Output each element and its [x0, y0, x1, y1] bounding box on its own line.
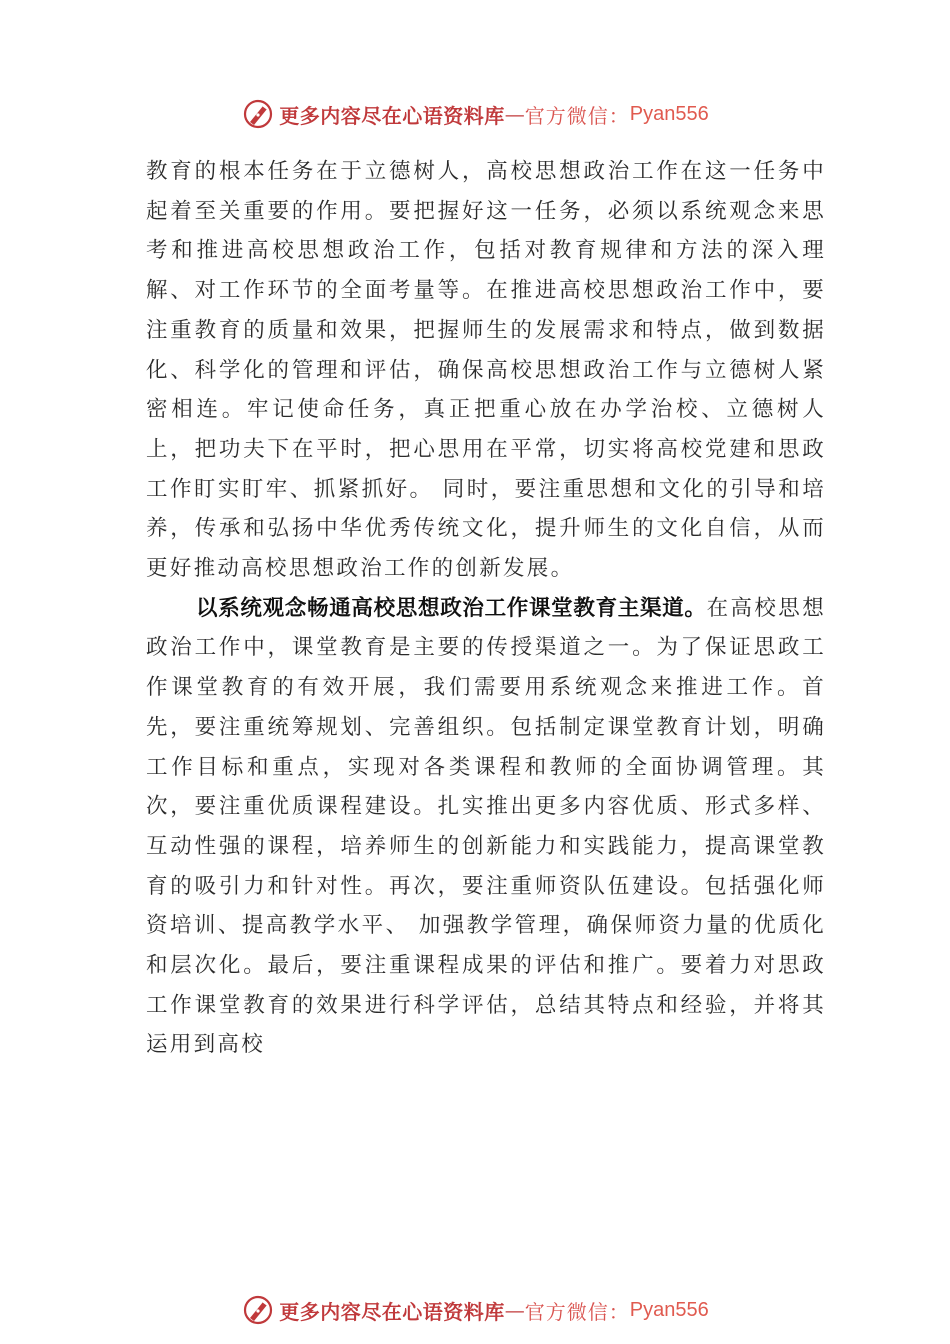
watermark-contact-id: Pyan556	[629, 102, 709, 125]
watermark-dash: —	[504, 102, 525, 126]
paragraph-text: 在高校思想政治工作中，课堂教育是主要的传授渠道之一。为了保证思政工作课堂教育的有效开展，我们需要用系统观念来推进工作。首先，要注重统筹规划、完善组织。包括制定课堂教育计划，明确工作目标和重点，实现对各类课程和教师的全面协调管理。其次，要注重优质课程建设。扎实推出更多内容优质、形式多样、互动性强的课程，培养师生的创新能力和实践能力，提高课堂教育的吸引力和针对性。再次，要注重师资队伍建设。包括强化师资培训、提高教学水平、 加强教学管理，确保师资力量的优质化和层次化。最后，要注重课程成果的评估和推广。要着力对思政工作课堂教育的效果进行科学评估，总结其特点和经验，并将其运用到高校	[146, 595, 826, 1058]
watermark-brand: 更多内容尽在心语资料库	[279, 1299, 505, 1324]
header-watermark	[0, 94, 950, 134]
watermark-contact-label: 官方微信：	[524, 103, 630, 128]
watermark-brand: 更多内容尽在心语资料库	[279, 103, 505, 128]
footer-watermark	[0, 1290, 950, 1330]
watermark-dash: —	[504, 1298, 525, 1322]
paragraph-heading: 以系统观念畅通高校思想政治工作课堂教育主渠道。	[196, 595, 707, 620]
watermark-contact-label: 官方微信：	[524, 1299, 630, 1324]
body-paragraph: 教育的根本任务在于立德树人，高校思想政治工作在这一任务中起着至关重要的作用。要把握好这一任务，必须以系统观念来思考和推进高校思想政治工作，包括对教育规律和方法的深入理解、对工作环节的全面考量等。在推进高校思想政治工作中，要注重教育的质量和效果，把握师生的发展需求和特点，做到数据化、科学化的管理和评估，确保高校思想政治工作与立德树人紧密相连。牢记使命任务，真正把重心放在办学治校、立德树人上，把功夫下在平时，把心思用在平常，切实将高校党建和思政工作盯实盯牢、抓紧抓好。 同时，要注重思想和文化的引导和培养，传承和弘扬中华优秀传统文化，提升师生的文化自信，从而更好推动高校思想政治工作的创新发展。	[146, 159, 826, 582]
pen-nib-circle-icon	[241, 1293, 275, 1327]
watermark-contact-id: Pyan556	[629, 1298, 709, 1321]
document-body	[146, 152, 826, 1065]
pen-nib-circle-icon	[241, 97, 275, 131]
body-paragraph	[146, 589, 826, 1065]
